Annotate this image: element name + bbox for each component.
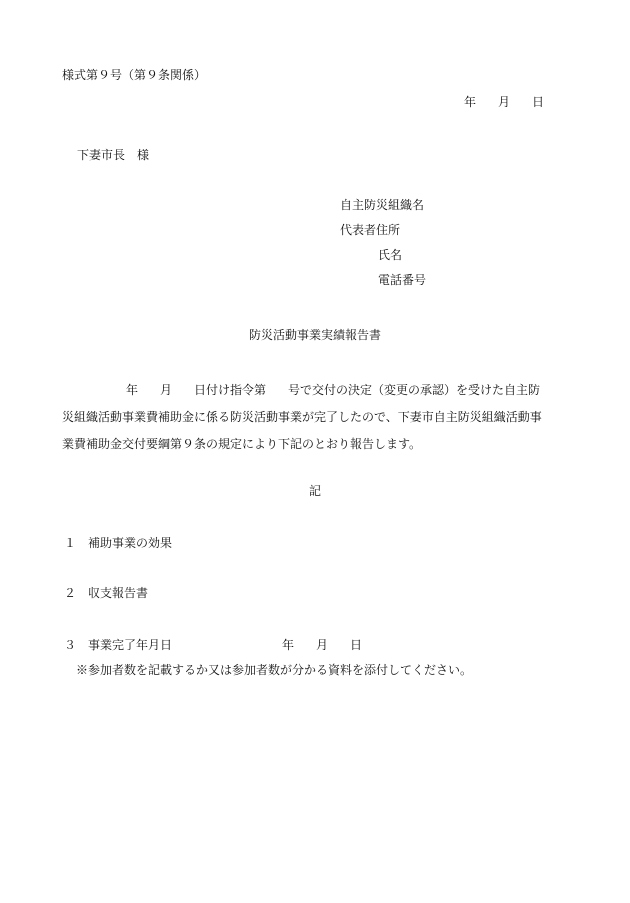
body-line-1-rest: 号で交付の決定（変更の承認）を受けた自主防 xyxy=(288,383,541,397)
addressee: 下妻市長 様 xyxy=(77,148,150,162)
item-effects xyxy=(64,536,172,550)
item-label: 事業完了年月日 xyxy=(88,638,173,652)
completion-month: 月 xyxy=(316,638,329,652)
body-line-3: 業費補助金交付要綱第９条の規定により下記のとおり報告します。 xyxy=(62,437,422,451)
representative-address-label: 代表者住所 xyxy=(340,223,401,237)
completion-year: 年 xyxy=(282,638,295,652)
form-number: 様式第９号（第９条関係） xyxy=(62,68,207,82)
name-label: 氏名 xyxy=(378,248,403,262)
item-number: ３ xyxy=(64,638,77,652)
item-label: 収支報告書 xyxy=(88,586,149,600)
phone-label: 電話番号 xyxy=(378,273,427,287)
attachment-note: ※参加者数を記載するか又は参加者数が分かる資料を添付してください。 xyxy=(76,663,473,677)
document-title: 防災活動事業実績報告書 xyxy=(248,328,381,342)
completion-day: 日 xyxy=(350,638,363,652)
item-completion-date xyxy=(64,638,362,652)
body-month: 月 xyxy=(160,383,173,397)
ki-heading: 記 xyxy=(308,484,321,498)
item-financial-report xyxy=(64,586,148,600)
body-line-1 xyxy=(62,377,562,404)
date-year-label: 年 xyxy=(464,95,477,109)
date-month-label: 月 xyxy=(498,95,511,109)
completion-date-fields xyxy=(282,638,362,652)
body-year: 年 xyxy=(126,383,139,397)
date-day-label: 日 xyxy=(532,95,545,109)
item-number: １ xyxy=(64,536,77,550)
item-label: 補助事業の効果 xyxy=(88,536,173,550)
body-line-2: 災組織活動事業費補助金に係る防災活動事業が完了したので、下妻市自主防災組織活動事 xyxy=(62,410,542,424)
report-body xyxy=(62,377,562,458)
item-number: ２ xyxy=(64,586,77,600)
organization-label: 自主防災組織名 xyxy=(340,198,425,212)
body-day-directive: 日付け指令第 xyxy=(194,383,267,397)
submission-date xyxy=(464,95,544,109)
